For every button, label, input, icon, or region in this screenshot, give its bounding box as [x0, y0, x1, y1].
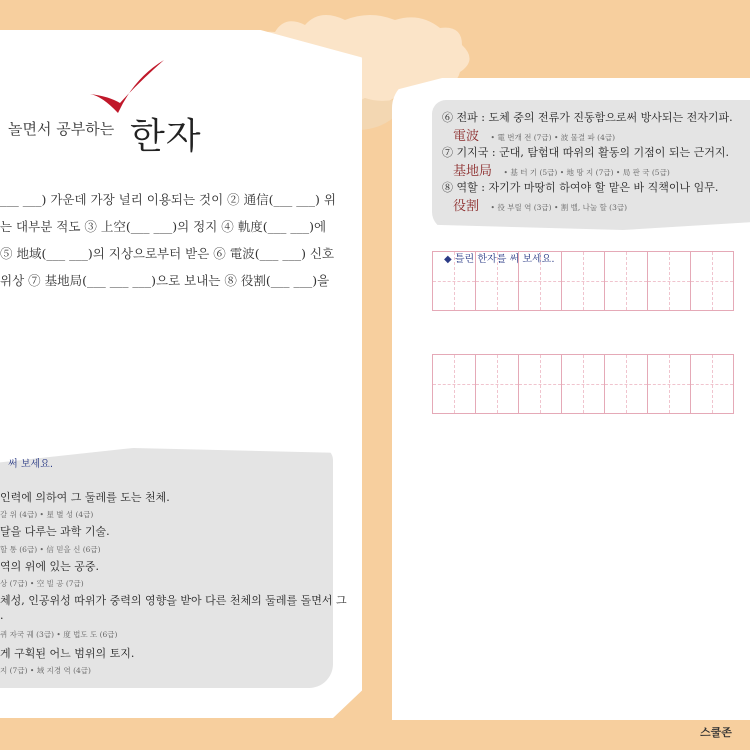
def-line: 역의 위에 있는 공중.	[0, 560, 99, 573]
def-line: 게 구획된 어느 범위의 토지.	[0, 647, 135, 660]
practice-cell[interactable]	[561, 354, 605, 414]
practice-cell[interactable]	[690, 251, 734, 311]
practice-cell[interactable]	[432, 251, 476, 311]
practice-heading: ◆ 틀린 한자를 써 보세요.	[444, 254, 555, 265]
practice-cell[interactable]	[647, 251, 691, 311]
def-sub: 갈 위 (4급) • 星 별 성 (4급)	[0, 510, 94, 519]
practice-cell[interactable]	[647, 354, 691, 414]
char-info-8: • 役 부릴 역 (3급) • 割 벨, 나눌 할 (3급)	[490, 203, 628, 212]
practice-cell[interactable]	[561, 251, 605, 311]
practice-cell[interactable]	[690, 354, 734, 414]
practice-cell[interactable]	[432, 354, 476, 414]
def-line: 인력에 의하여 그 둘레를 도는 천체.	[0, 491, 170, 504]
hanja-word-7: 基地局	[453, 164, 493, 179]
def-sub: 상 (7급) • 空 빌 공 (7급)	[0, 579, 84, 588]
hanja-word-6: 電波	[453, 129, 480, 144]
paragraph-line-4: 위상 ⑦ 基地局(___ ___ ___)으로 보내는 ⑧ 役割(___ ___)을	[0, 273, 330, 288]
page-title: 한자	[130, 116, 202, 157]
practice-grid-row-1[interactable]	[432, 251, 750, 311]
practice-cell[interactable]	[518, 251, 562, 311]
subtitle: 놀면서 공부하는	[8, 120, 115, 138]
practice-grid-row-2[interactable]	[432, 354, 750, 414]
practice-cell[interactable]	[475, 354, 519, 414]
definition-7: ⑦ 기지국 : 군대, 탐험대 따위의 활동의 기점이 되는 근거지.	[442, 146, 729, 159]
definition-6: ⑥ 전파 : 도체 중의 전류가 진동함으로써 방사되는 전자기파.	[442, 111, 733, 124]
practice-cell[interactable]	[604, 354, 648, 414]
def-sub: 지 (7급) • 域 지경 역 (4급)	[0, 666, 91, 675]
def-sub: 할 통 (6급) • 信 믿을 신 (6급)	[0, 545, 101, 554]
paragraph-line-2: 는 대부분 적도 ③ 上空(___ ___)의 정지 ④ 軌度(___ ___)에	[0, 219, 327, 234]
paragraph-line-1: ___ ___) 가운데 가장 널리 이용되는 것이 ② 通信(___ ___) 위	[0, 192, 336, 207]
practice-cell[interactable]	[518, 354, 562, 414]
paragraph-line-3: ⑤ 地域(___ ___)의 지상으로부터 받은 ⑥ 電波(___ ___) 신호	[0, 246, 335, 261]
char-info-7: • 基 터 기 (5급) • 地 땅 지 (7급) • 局 판 국 (5급)	[503, 168, 670, 177]
def-line: .	[0, 609, 4, 622]
practice-cell[interactable]	[604, 251, 648, 311]
box-heading: 써 보세요.	[8, 459, 53, 470]
hanja-word-8: 役割	[453, 199, 480, 214]
definition-8: ⑧ 역할 : 자기가 마땅히 하여야 할 맡은 바 직책이나 임무.	[442, 181, 719, 194]
def-line: 달을 다루는 과학 기술.	[0, 525, 110, 538]
def-line: 체성, 인공위성 따위가 중력의 영향을 받아 다른 천체의 둘레를 돌면서 그	[0, 594, 347, 607]
practice-cell[interactable]	[475, 251, 519, 311]
schoolzone-logo: 스쿨존	[700, 726, 732, 739]
def-sub: 퀴 자국 궤 (3급) • 度 법도 도 (6급)	[0, 630, 118, 639]
char-info-6: • 電 번개 전 (7급) • 波 물결 파 (4급)	[490, 133, 616, 142]
